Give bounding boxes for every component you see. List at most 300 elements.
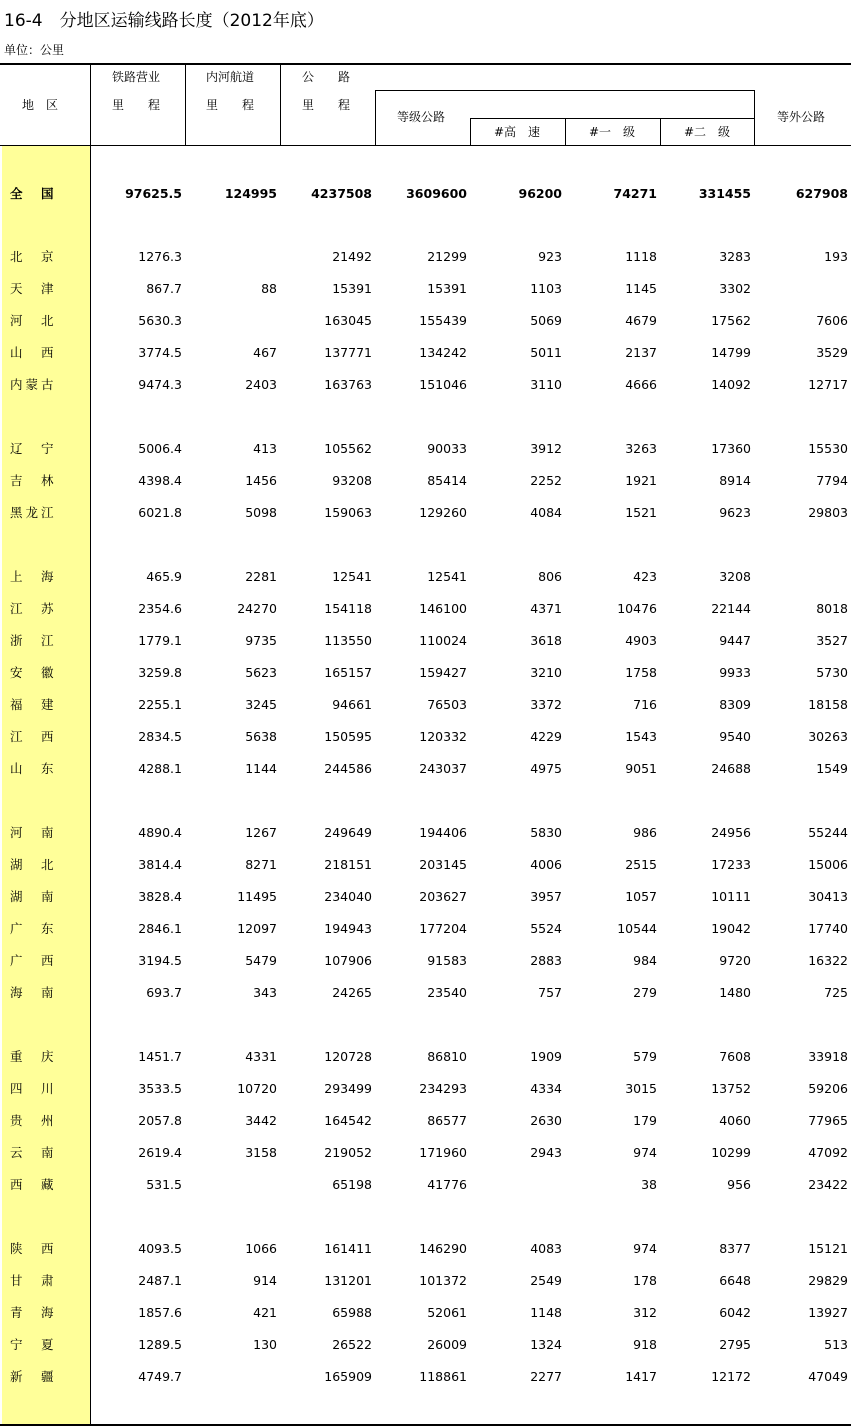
highway-km: 105562 xyxy=(324,440,372,456)
ungraded-highway-km: 5730 xyxy=(816,664,848,680)
highway-km: 194943 xyxy=(324,920,372,936)
region-name: 湖 北 xyxy=(10,857,57,872)
inland-waterway-km: 124995 xyxy=(224,185,277,201)
class1-km: 2515 xyxy=(625,856,657,872)
ungraded-highway-km: 33918 xyxy=(808,1048,848,1064)
ungraded-highway-km: 12717 xyxy=(808,376,848,392)
ungraded-highway-km: 15121 xyxy=(808,1240,848,1256)
table-row xyxy=(0,1296,851,1328)
expressway-km: 3957 xyxy=(530,888,562,904)
class2-km: 9720 xyxy=(719,952,751,968)
class2-km: 9447 xyxy=(719,632,751,648)
ungraded-highway-km: 1549 xyxy=(816,760,848,776)
region-name: 宁 夏 xyxy=(10,1337,57,1352)
railway-km: 4749.7 xyxy=(138,1368,182,1384)
class2-km: 956 xyxy=(727,1176,751,1192)
table-row xyxy=(0,976,851,1008)
inland-waterway-km: 2281 xyxy=(245,568,277,584)
highway-km: 163763 xyxy=(324,376,372,392)
class2-km: 14092 xyxy=(711,376,751,392)
region-name: 青 海 xyxy=(10,1305,57,1320)
table-row xyxy=(0,1168,851,1200)
inland-waterway-km: 3158 xyxy=(245,1144,277,1160)
class2-km: 19042 xyxy=(711,920,751,936)
table-row xyxy=(0,368,851,400)
header-railway-line2: 里 程 xyxy=(112,98,161,112)
graded-highway-km: 177204 xyxy=(419,920,467,936)
class2-km: 10299 xyxy=(711,1144,751,1160)
class1-km: 423 xyxy=(633,568,657,584)
table-row xyxy=(0,880,851,912)
header-divider xyxy=(754,90,755,146)
graded-highway-km: 21299 xyxy=(427,248,467,264)
expressway-km: 3618 xyxy=(530,632,562,648)
inland-waterway-km xyxy=(185,304,280,336)
table-row xyxy=(0,432,851,464)
class1-km: 984 xyxy=(633,952,657,968)
region-name: 甘 肃 xyxy=(10,1273,57,1288)
highway-km: 15391 xyxy=(332,280,372,296)
inland-waterway-km: 914 xyxy=(253,1272,277,1288)
class2-km: 7608 xyxy=(719,1048,751,1064)
table-row xyxy=(0,912,851,944)
region-name: 山 西 xyxy=(10,345,57,360)
graded-highway-km: 129260 xyxy=(419,504,467,520)
graded-highway-km: 203627 xyxy=(419,888,467,904)
highway-km: 154118 xyxy=(324,600,372,616)
expressway-km: 4006 xyxy=(530,856,562,872)
highway-km: 65198 xyxy=(332,1176,372,1192)
ungraded-highway-km: 13927 xyxy=(808,1304,848,1320)
region-name: 江 西 xyxy=(10,729,57,744)
graded-highway-km: 194406 xyxy=(419,824,467,840)
group-spacer xyxy=(0,1200,851,1232)
header-inland-line2: 里 程 xyxy=(206,98,255,112)
ungraded-highway-km xyxy=(754,560,851,592)
graded-highway-km: 234293 xyxy=(419,1080,467,1096)
table-row xyxy=(0,336,851,368)
ungraded-highway-km: 55244 xyxy=(808,824,848,840)
railway-km: 4890.4 xyxy=(138,824,182,840)
inland-waterway-km: 3245 xyxy=(245,696,277,712)
region-name: 北 京 xyxy=(10,249,57,264)
ungraded-highway-km: 15006 xyxy=(808,856,848,872)
highway-km: 26522 xyxy=(332,1336,372,1352)
expressway-km: 4084 xyxy=(530,504,562,520)
class2-km: 24688 xyxy=(711,760,751,776)
expressway-km: 5524 xyxy=(530,920,562,936)
class2-km: 6042 xyxy=(719,1304,751,1320)
ungraded-highway-km: 7794 xyxy=(816,472,848,488)
class2-km: 13752 xyxy=(711,1080,751,1096)
class2-km: 17360 xyxy=(711,440,751,456)
region-name: 全 国 xyxy=(10,186,57,201)
highway-km: 4237508 xyxy=(311,185,372,201)
highway-km: 219052 xyxy=(324,1144,372,1160)
page-title: 16-4 分地区运输线路长度（2012年底） xyxy=(4,11,324,31)
ungraded-highway-km: 23422 xyxy=(808,1176,848,1192)
highway-km: 234040 xyxy=(324,888,372,904)
ungraded-highway-km: 29829 xyxy=(808,1272,848,1288)
highway-km: 107906 xyxy=(324,952,372,968)
header-class2: #二 级 xyxy=(684,125,731,139)
header-divider xyxy=(280,63,281,146)
railway-km: 2834.5 xyxy=(138,728,182,744)
ungraded-highway-km: 15530 xyxy=(808,440,848,456)
inland-waterway-km: 421 xyxy=(253,1304,277,1320)
region-name: 吉 林 xyxy=(10,473,57,488)
table-row xyxy=(0,816,851,848)
graded-highway-km: 86810 xyxy=(427,1048,467,1064)
group-spacer xyxy=(0,400,851,432)
expressway-km xyxy=(470,1168,565,1200)
class1-km: 1921 xyxy=(625,472,657,488)
graded-highway-km: 12541 xyxy=(427,568,467,584)
expressway-km: 806 xyxy=(538,568,562,584)
highway-km: 165157 xyxy=(324,664,372,680)
ungraded-highway-km: 18158 xyxy=(808,696,848,712)
table-row xyxy=(0,240,851,272)
inland-waterway-km: 88 xyxy=(261,280,277,296)
class2-km: 8914 xyxy=(719,472,751,488)
railway-km: 3533.5 xyxy=(138,1080,182,1096)
class1-km: 918 xyxy=(633,1336,657,1352)
inland-waterway-km xyxy=(185,240,280,272)
region-name: 湖 南 xyxy=(10,889,57,904)
graded-highway-km: 26009 xyxy=(427,1336,467,1352)
highway-km: 244586 xyxy=(324,760,372,776)
class1-km: 579 xyxy=(633,1048,657,1064)
table-row xyxy=(0,1040,851,1072)
table-row xyxy=(0,592,851,624)
table-row xyxy=(0,624,851,656)
railway-km: 867.7 xyxy=(146,280,182,296)
header-divider xyxy=(185,63,186,146)
highway-km: 249649 xyxy=(324,824,372,840)
railway-km: 531.5 xyxy=(146,1176,182,1192)
data-table xyxy=(0,146,851,1392)
class1-km: 1521 xyxy=(625,504,657,520)
railway-km: 6021.8 xyxy=(138,504,182,520)
graded-highway-km: 101372 xyxy=(419,1272,467,1288)
table-row xyxy=(0,272,851,304)
inland-waterway-km: 1456 xyxy=(245,472,277,488)
graded-highway-km: 171960 xyxy=(419,1144,467,1160)
highway-km: 93208 xyxy=(332,472,372,488)
expressway-km: 3110 xyxy=(530,376,562,392)
inland-waterway-km: 8271 xyxy=(245,856,277,872)
expressway-km: 5011 xyxy=(530,344,562,360)
table-row xyxy=(0,720,851,752)
railway-km: 2057.8 xyxy=(138,1112,182,1128)
inland-waterway-km: 3442 xyxy=(245,1112,277,1128)
ungraded-highway-km: 29803 xyxy=(808,504,848,520)
expressway-km: 2549 xyxy=(530,1272,562,1288)
ungraded-highway-km: 47092 xyxy=(808,1144,848,1160)
railway-km: 3814.4 xyxy=(138,856,182,872)
highway-km: 24265 xyxy=(332,984,372,1000)
graded-highway-km: 76503 xyxy=(427,696,467,712)
group-spacer xyxy=(0,784,851,816)
table-row xyxy=(0,1360,851,1392)
inland-waterway-km: 5479 xyxy=(245,952,277,968)
region-name: 云 南 xyxy=(10,1145,57,1160)
railway-km: 4093.5 xyxy=(138,1240,182,1256)
class2-km: 12172 xyxy=(711,1368,751,1384)
ungraded-highway-km: 193 xyxy=(824,248,848,264)
region-name: 广 西 xyxy=(10,953,57,968)
header-ungraded-highway: 等外公路 xyxy=(777,110,826,124)
railway-km: 693.7 xyxy=(146,984,182,1000)
highway-km: 150595 xyxy=(324,728,372,744)
region-name: 安 徽 xyxy=(10,665,57,680)
railway-km: 2255.1 xyxy=(138,696,182,712)
highway-km: 120728 xyxy=(324,1048,372,1064)
group-spacer xyxy=(0,1008,851,1040)
group-spacer xyxy=(0,528,851,560)
ungraded-highway-km: 8018 xyxy=(816,600,848,616)
expressway-km: 2630 xyxy=(530,1112,562,1128)
region-name: 上 海 xyxy=(10,569,57,584)
expressway-km: 4334 xyxy=(530,1080,562,1096)
table-row xyxy=(0,848,851,880)
class2-km: 9623 xyxy=(719,504,751,520)
table-row xyxy=(0,1232,851,1264)
graded-highway-km: 146290 xyxy=(419,1240,467,1256)
graded-highway-km: 85414 xyxy=(427,472,467,488)
graded-highway-km: 23540 xyxy=(427,984,467,1000)
ungraded-highway-km: 30263 xyxy=(808,728,848,744)
graded-highway-km: 243037 xyxy=(419,760,467,776)
railway-km: 3194.5 xyxy=(138,952,182,968)
inland-waterway-km: 1267 xyxy=(245,824,277,840)
expressway-km: 757 xyxy=(538,984,562,1000)
region-name: 浙 江 xyxy=(10,633,57,648)
class1-km: 178 xyxy=(633,1272,657,1288)
graded-highway-km: 118861 xyxy=(419,1368,467,1384)
ungraded-highway-km xyxy=(754,272,851,304)
header-expressway: #高 速 xyxy=(494,125,541,139)
highway-km: 164542 xyxy=(324,1112,372,1128)
ungraded-highway-km: 627908 xyxy=(795,185,848,201)
unit-label: 单位：公里 xyxy=(4,43,65,57)
graded-highway-km: 120332 xyxy=(419,728,467,744)
class2-km: 9933 xyxy=(719,664,751,680)
table-row xyxy=(0,464,851,496)
region-name: 辽 宁 xyxy=(10,441,57,456)
highway-km: 293499 xyxy=(324,1080,372,1096)
class2-km: 22144 xyxy=(711,600,751,616)
graded-highway-km: 155439 xyxy=(419,312,467,328)
region-name: 新 疆 xyxy=(10,1369,57,1384)
expressway-km: 5830 xyxy=(530,824,562,840)
expressway-km: 1103 xyxy=(530,280,562,296)
class1-km: 1057 xyxy=(625,888,657,904)
table-row xyxy=(0,1328,851,1360)
railway-km: 3259.8 xyxy=(138,664,182,680)
class2-km: 3208 xyxy=(719,568,751,584)
class1-km: 9051 xyxy=(625,760,657,776)
header-divider xyxy=(470,118,471,146)
highway-km: 159063 xyxy=(324,504,372,520)
region-name: 河 北 xyxy=(10,313,57,328)
expressway-km: 4083 xyxy=(530,1240,562,1256)
inland-waterway-km: 2403 xyxy=(245,376,277,392)
header-subrule-2 xyxy=(470,118,754,119)
table-row xyxy=(0,752,851,784)
expressway-km: 923 xyxy=(538,248,562,264)
inland-waterway-km: 12097 xyxy=(237,920,277,936)
region-name: 河 南 xyxy=(10,825,57,840)
railway-km: 3774.5 xyxy=(138,344,182,360)
class1-km: 3263 xyxy=(625,440,657,456)
graded-highway-km: 41776 xyxy=(427,1176,467,1192)
graded-highway-km: 110024 xyxy=(419,632,467,648)
class1-km: 4903 xyxy=(625,632,657,648)
inland-waterway-km: 4331 xyxy=(245,1048,277,1064)
header-region: 地 区 xyxy=(22,98,59,112)
railway-km: 1276.3 xyxy=(138,248,182,264)
expressway-km: 3372 xyxy=(530,696,562,712)
class2-km: 6648 xyxy=(719,1272,751,1288)
highway-km: 113550 xyxy=(324,632,372,648)
railway-km: 3828.4 xyxy=(138,888,182,904)
graded-highway-km: 3609600 xyxy=(406,185,467,201)
class1-km: 74271 xyxy=(613,185,657,201)
inland-waterway-km: 413 xyxy=(253,440,277,456)
class1-km: 4679 xyxy=(625,312,657,328)
table-row xyxy=(0,656,851,688)
highway-km: 218151 xyxy=(324,856,372,872)
class2-km: 10111 xyxy=(711,888,751,904)
header-highway-line1: 公 路 xyxy=(302,70,351,84)
inland-waterway-km xyxy=(185,1168,280,1200)
expressway-km: 1909 xyxy=(530,1048,562,1064)
class1-km: 1543 xyxy=(625,728,657,744)
inland-waterway-km: 11495 xyxy=(237,888,277,904)
highway-km: 161411 xyxy=(324,1240,372,1256)
highway-km: 21492 xyxy=(332,248,372,264)
expressway-km: 2252 xyxy=(530,472,562,488)
header-divider xyxy=(375,90,376,146)
header-divider xyxy=(660,118,661,146)
class2-km: 9540 xyxy=(719,728,751,744)
class2-km: 331455 xyxy=(698,185,751,201)
region-name: 山 东 xyxy=(10,761,57,776)
table-row xyxy=(0,1072,851,1104)
inland-waterway-km: 5638 xyxy=(245,728,277,744)
inland-waterway-km: 1144 xyxy=(245,760,277,776)
class1-km: 3015 xyxy=(625,1080,657,1096)
railway-km: 97625.5 xyxy=(125,185,182,201)
inland-waterway-km: 5623 xyxy=(245,664,277,680)
ungraded-highway-km: 47049 xyxy=(808,1368,848,1384)
ungraded-highway-km: 7606 xyxy=(816,312,848,328)
ungraded-highway-km: 30413 xyxy=(808,888,848,904)
highway-km: 137771 xyxy=(324,344,372,360)
table-row xyxy=(0,1104,851,1136)
region-name: 重 庆 xyxy=(10,1049,57,1064)
expressway-km: 2943 xyxy=(530,1144,562,1160)
header-divider xyxy=(90,63,91,146)
header-railway-line1: 铁路营业 xyxy=(112,70,161,84)
railway-km: 2354.6 xyxy=(138,600,182,616)
highway-km: 165909 xyxy=(324,1368,372,1384)
class1-km: 974 xyxy=(633,1144,657,1160)
graded-highway-km: 52061 xyxy=(427,1304,467,1320)
region-name: 江 苏 xyxy=(10,601,57,616)
railway-km: 5006.4 xyxy=(138,440,182,456)
region-name: 贵 州 xyxy=(10,1113,57,1128)
inland-waterway-km: 467 xyxy=(253,344,277,360)
region-name: 西 藏 xyxy=(10,1177,57,1192)
class2-km: 2795 xyxy=(719,1336,751,1352)
railway-km: 1857.6 xyxy=(138,1304,182,1320)
expressway-km: 4371 xyxy=(530,600,562,616)
class1-km: 974 xyxy=(633,1240,657,1256)
class2-km: 24956 xyxy=(711,824,751,840)
railway-km: 1451.7 xyxy=(138,1048,182,1064)
inland-waterway-km: 5098 xyxy=(245,504,277,520)
expressway-km: 4229 xyxy=(530,728,562,744)
railway-km: 1779.1 xyxy=(138,632,182,648)
inland-waterway-km: 10720 xyxy=(237,1080,277,1096)
expressway-km: 5069 xyxy=(530,312,562,328)
class2-km: 17233 xyxy=(711,856,751,872)
ungraded-highway-km: 3527 xyxy=(816,632,848,648)
header-inland-line1: 内河航道 xyxy=(206,70,255,84)
class2-km: 3302 xyxy=(719,280,751,296)
expressway-km: 1324 xyxy=(530,1336,562,1352)
header-subrule xyxy=(375,90,754,91)
highway-km: 163045 xyxy=(324,312,372,328)
railway-km: 1289.5 xyxy=(138,1336,182,1352)
class2-km: 8309 xyxy=(719,696,751,712)
graded-highway-km: 146100 xyxy=(419,600,467,616)
railway-km: 4288.1 xyxy=(138,760,182,776)
class1-km: 986 xyxy=(633,824,657,840)
graded-highway-km: 203145 xyxy=(419,856,467,872)
table-row xyxy=(0,1264,851,1296)
region-name: 广 东 xyxy=(10,921,57,936)
railway-km: 4398.4 xyxy=(138,472,182,488)
class1-km: 2137 xyxy=(625,344,657,360)
inland-waterway-km: 130 xyxy=(253,1336,277,1352)
highway-km: 94661 xyxy=(332,696,372,712)
table-row xyxy=(0,560,851,592)
class1-km: 312 xyxy=(633,1304,657,1320)
expressway-km: 1148 xyxy=(530,1304,562,1320)
graded-highway-km: 86577 xyxy=(427,1112,467,1128)
graded-highway-km: 91583 xyxy=(427,952,467,968)
graded-highway-km: 90033 xyxy=(427,440,467,456)
header-class1: #一 级 xyxy=(589,125,636,139)
graded-highway-km: 151046 xyxy=(419,376,467,392)
table-row xyxy=(0,304,851,336)
inland-waterway-km: 1066 xyxy=(245,1240,277,1256)
class1-km: 1758 xyxy=(625,664,657,680)
graded-highway-km: 15391 xyxy=(427,280,467,296)
railway-km: 2487.1 xyxy=(138,1272,182,1288)
highway-km: 131201 xyxy=(324,1272,372,1288)
expressway-km: 2277 xyxy=(530,1368,562,1384)
class1-km: 1118 xyxy=(625,248,657,264)
graded-highway-km: 134242 xyxy=(419,344,467,360)
railway-km: 2846.1 xyxy=(138,920,182,936)
class2-km: 4060 xyxy=(719,1112,751,1128)
expressway-km: 3210 xyxy=(530,664,562,680)
ungraded-highway-km: 513 xyxy=(824,1336,848,1352)
